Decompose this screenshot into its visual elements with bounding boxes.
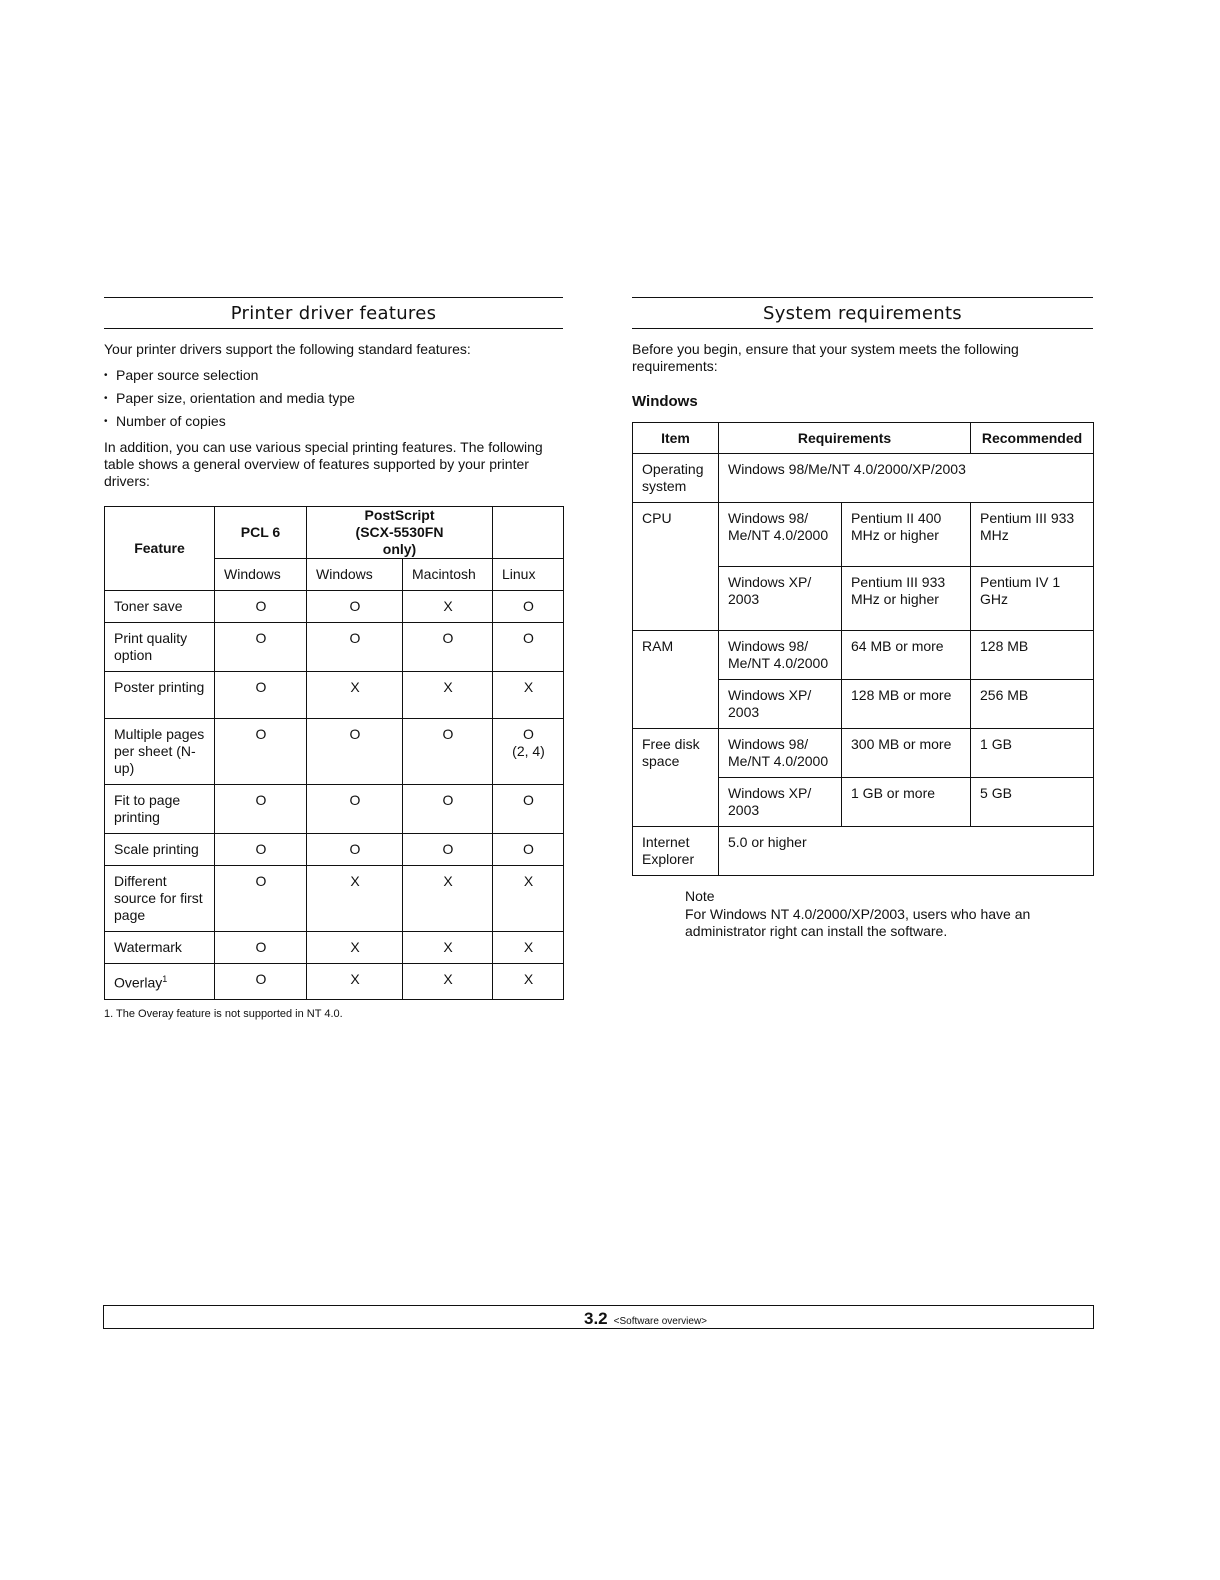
table-row [105, 932, 564, 964]
requirement-cell: 300 MB or more [842, 729, 971, 778]
value-cell: O [493, 591, 564, 623]
value-cell: X [307, 672, 403, 719]
os-cell: Windows 98/ Me/NT 4.0/2000 [719, 503, 842, 567]
recommended-cell: 1 GB [971, 729, 1094, 778]
table-row [105, 866, 564, 932]
value-cell: O [215, 866, 307, 932]
item-cell: Free disk space [633, 729, 719, 827]
value-cell: O [215, 932, 307, 964]
header-pcl6: PCL 6 [215, 507, 307, 559]
value-cell: X [493, 932, 564, 964]
feature-cell: Watermark [105, 932, 215, 964]
subheading-windows: Windows [632, 393, 698, 410]
footnote: 1. The Overay feature is not supported in NT 4.0. [104, 1007, 343, 1020]
note-block [632, 888, 1093, 940]
note-title: Note [685, 888, 715, 904]
os-cell: Windows 98/ Me/NT 4.0/2000 [719, 729, 842, 778]
value-cell: O [403, 785, 493, 834]
requirement-cell: Pentium III 933 MHz or higher [842, 567, 971, 631]
system-requirements-section [632, 297, 1093, 940]
feature-cell: Fit to page printing [105, 785, 215, 834]
section-title-system-requirements: System requirements [632, 297, 1093, 329]
value-cell: O [215, 834, 307, 866]
intro-text: Before you begin, ensure that your system meets the following requirements: [632, 341, 1019, 374]
recommended-cell: 5 GB [971, 778, 1094, 827]
recommended-cell: 256 MB [971, 680, 1094, 729]
item-cell: RAM [633, 631, 719, 729]
table-row [633, 503, 1094, 567]
value-cell: X [307, 964, 403, 1000]
value-text: O [523, 726, 534, 742]
value-cell: O [215, 672, 307, 719]
feature-cell: Print quality option [105, 623, 215, 672]
subheader-windows: Windows [215, 559, 307, 591]
feature-cell: Toner save [105, 591, 215, 623]
footnote-marker: 1 [162, 974, 168, 984]
feature-text: Overlay [114, 974, 163, 991]
recommended-cell: Pentium IV 1 GHz [971, 567, 1094, 631]
value-cell: 5.0 or higher [719, 827, 1094, 876]
requirement-cell: 1 GB or more [842, 778, 971, 827]
value-cell: X [403, 932, 493, 964]
feature-cell [105, 964, 215, 1000]
value-cell: O [403, 623, 493, 672]
table-row [633, 454, 1094, 503]
header-postscript: PostScript (SCX-5530FN only) [307, 507, 493, 559]
table-row [105, 719, 564, 785]
value-cell: X [307, 866, 403, 932]
header-recommended: Recommended [971, 423, 1094, 454]
value-cell: O [403, 834, 493, 866]
os-cell: Windows XP/ 2003 [719, 778, 842, 827]
value-cell: O [215, 719, 307, 785]
value-cell: X [403, 591, 493, 623]
value-cell: O [403, 719, 493, 785]
feature-cell: Different source for first page [105, 866, 215, 932]
value-cell: X [493, 866, 564, 932]
item-cell: Operating system [633, 454, 719, 503]
value-cell: Windows 98/Me/NT 4.0/2000/XP/2003 [719, 454, 1094, 503]
requirement-cell: 64 MB or more [842, 631, 971, 680]
table-row [633, 729, 1094, 778]
requirement-cell: Pentium II 400 MHz or higher [842, 503, 971, 567]
header-requirements: Requirements [719, 423, 971, 454]
table-row [105, 964, 564, 1000]
value-cell: O [307, 623, 403, 672]
feature-cell: Poster printing [105, 672, 215, 719]
recommended-cell: Pentium III 933 MHz [971, 503, 1094, 567]
printer-driver-features-section [104, 297, 563, 1020]
table-row [105, 785, 564, 834]
features-table [104, 506, 564, 1000]
header-blank [493, 507, 564, 559]
note-text: For Windows NT 4.0/2000/XP/2003, users who have an administrator right can install the software. [685, 906, 1031, 939]
value-cell: O [493, 834, 564, 866]
list-item: • Number of copies [104, 410, 563, 433]
value-cell: O [307, 834, 403, 866]
list-item: • Paper source selection [104, 364, 563, 387]
os-cell: Windows XP/ 2003 [719, 567, 842, 631]
value-cell [493, 719, 564, 785]
table-row [105, 672, 564, 719]
value-cell: X [307, 932, 403, 964]
value-cell: O [215, 785, 307, 834]
value-cell: X [403, 964, 493, 1000]
section-title-printer-driver-features: Printer driver features [104, 297, 563, 329]
value-cell: O [493, 623, 564, 672]
value-cell: O [493, 785, 564, 834]
subheader-linux: Linux [493, 559, 564, 591]
os-cell: Windows XP/ 2003 [719, 680, 842, 729]
header-item: Item [633, 423, 719, 454]
table-row [633, 827, 1094, 876]
subheader-macintosh: Macintosh [403, 559, 493, 591]
feature-cell: Scale printing [105, 834, 215, 866]
list-item: • Paper size, orientation and media type [104, 387, 563, 410]
item-cell: Internet Explorer [633, 827, 719, 876]
feature-cell: Multiple pages per sheet (N-up) [105, 719, 215, 785]
special-features-text: In addition, you can use various special printing features. The following table shows a general overview of features supported by your printer drivers: [104, 439, 543, 489]
value-cell: X [493, 672, 564, 719]
page-footer [103, 1305, 1094, 1329]
table-row [105, 834, 564, 866]
value-cell: O [307, 591, 403, 623]
table-row [105, 591, 564, 623]
value-cell: O [215, 964, 307, 1000]
item-cell: CPU [633, 503, 719, 631]
value-cell: O [215, 591, 307, 623]
table-row [633, 631, 1094, 680]
requirements-table [632, 422, 1094, 876]
value-cell: X [493, 964, 564, 1000]
header-feature: Feature [105, 507, 215, 591]
value-cell: O [307, 785, 403, 834]
subheader-windows: Windows [307, 559, 403, 591]
requirement-cell: 128 MB or more [842, 680, 971, 729]
value-cell: O [215, 623, 307, 672]
table-row [105, 623, 564, 672]
value-cell: O [307, 719, 403, 785]
value-cell: X [403, 866, 493, 932]
intro-text: Your printer drivers support the following standard features: [104, 341, 471, 357]
value-note: (2, 4) [512, 743, 545, 759]
recommended-cell: 128 MB [971, 631, 1094, 680]
value-cell: X [403, 672, 493, 719]
standard-features-list [104, 364, 563, 433]
page-number: 3.2 [584, 1309, 608, 1328]
footer-section-name: <Software overview> [613, 1316, 708, 1327]
os-cell: Windows 98/ Me/NT 4.0/2000 [719, 631, 842, 680]
